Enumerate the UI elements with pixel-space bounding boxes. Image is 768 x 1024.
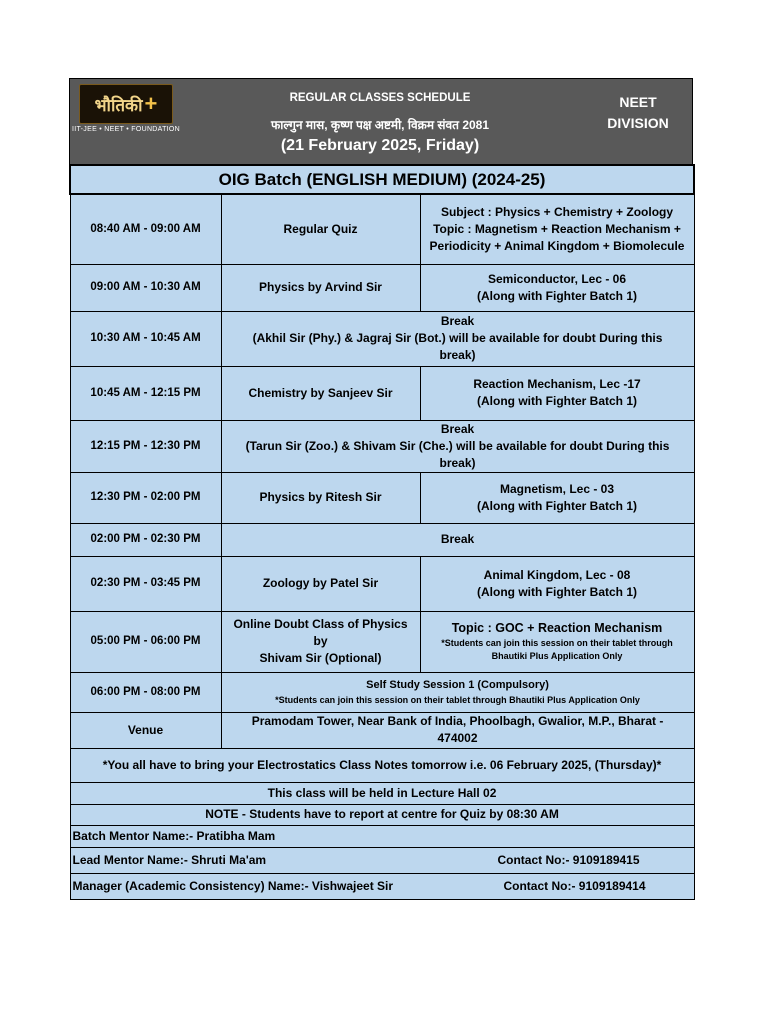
electrostatics-note: *You all have to bring your Electrostatics Class Notes tomorrow i.e. 06 February 2025, (Thursday)* [70,748,694,782]
time-cell: 06:00 PM - 08:00 PM [70,672,221,712]
lead-mentor-contact: Contact No:- 9109189415 [497,852,640,867]
staff-row [70,825,694,847]
venue-line: Pramodam Tower, Near Bank of India, Phoolbagh, Gwalior, M.P., Bharat - [251,714,664,728]
detail-line: Magnetism, Lec - 03 [499,481,615,496]
table-row [70,556,694,611]
activity-cell: Zoology by Patel Sir [221,556,420,611]
time-cell: 12:30 PM - 02:00 PM [70,472,221,523]
detail-cell [420,264,694,311]
detail-cell [420,556,694,611]
lecture-hall-note: This class will be held in Lecture Hall 02 [70,782,694,804]
break-cell [221,420,694,472]
batch-title: OIG Batch (ENGLISH MEDIUM) (2024-25) [70,165,694,194]
brand-logo [79,84,173,124]
lead-mentor-cell [70,847,694,873]
self-study-note: *Students can join this session on their tablet through Bhautiki Plus Application Only [275,695,640,705]
detail-line: Subject : Physics + Chemistry + Zoology [440,204,674,219]
manager-contact: Contact No:- 9109189414 [503,878,646,893]
detail-line: Animal Kingdom, Lec - 08 [483,567,631,582]
batch-title-row [70,165,694,194]
division-line-2: DIVISION [607,115,669,131]
activity-cell: Regular Quiz [221,194,420,264]
table-row [70,672,694,712]
hindi-calendar-line: फाल्गुन मास, कृष्ण पक्ष अष्टमी, विक्रम संवत 2081 [270,118,490,132]
break-cell [221,311,694,366]
activity-cell [221,611,420,672]
note-row [70,782,694,804]
detail-cell [420,472,694,523]
self-study-cell [221,672,694,712]
break-line: (Tarun Sir (Zoo.) & Shivam Sir (Che.) will be available for doubt During this [245,438,670,453]
table-row [70,311,694,366]
break-line: Break [440,314,475,328]
break-line: break) [439,348,476,362]
schedule-title: REGULAR CLASSES SCHEDULE [289,92,471,104]
note-row [70,804,694,825]
detail-cell [420,611,694,672]
table-row [70,264,694,311]
staff-row [70,873,694,899]
logo-tagline: IIT-JEE • NEET • FOUNDATION [72,126,181,133]
self-study-title: Self Study Session 1 (Compulsory) [366,679,549,691]
staff-row [70,847,694,873]
division-line-1: NEET [619,94,657,110]
detail-line: Periodicity + Animal Kingdom + Biomolecule [429,238,685,253]
time-cell: 09:00 AM - 10:30 AM [70,264,221,311]
detail-line: Topic : Magnetism + Reaction Mechanism + [433,221,681,236]
detail-note: Bhautiki Plus Application Only [491,651,623,661]
detail-line: (Along with Fighter Batch 1) [477,288,638,303]
detail-line: Semiconductor, Lec - 06 [487,271,627,286]
manager-cell [70,873,694,899]
detail-cell [420,366,694,420]
table-row [70,420,694,472]
time-cell: 12:15 PM - 12:30 PM [70,420,221,472]
time-cell: 08:40 AM - 09:00 AM [70,194,221,264]
break-cell: Break [221,523,694,556]
detail-cell [420,194,694,264]
activity-cell: Chemistry by Sanjeev Sir [221,366,420,420]
detail-line: (Along with Fighter Batch 1) [477,584,638,599]
schedule-date: (21 February 2025, Friday) [280,137,480,154]
activity-line: Online Doubt Class of Physics by [233,617,408,648]
break-line: break) [439,455,476,470]
activity-cell: Physics by Arvind Sir [221,264,420,311]
schedule-table [69,164,695,900]
detail-line: Topic : GOC + Reaction Mechanism [451,621,663,635]
detail-line: Reaction Mechanism, Lec -17 [473,377,641,391]
venue-line: 474002 [437,731,478,745]
batch-mentor: Batch Mentor Name:- Pratibha Mam [70,825,694,847]
schedule-header [69,78,693,164]
activity-line: Shivam Sir (Optional) [259,651,382,665]
venue-row [70,712,694,748]
schedule-sheet [69,78,693,900]
detail-line: (Along with Fighter Batch 1) [477,394,638,408]
logo-text: भौतिकी [94,95,143,116]
time-cell: 02:30 PM - 03:45 PM [70,556,221,611]
lead-mentor: Lead Mentor Name:- Shruti Ma'am [72,852,267,867]
table-row [70,611,694,672]
activity-cell: Physics by Ritesh Sir [221,472,420,523]
time-cell: 02:00 PM - 02:30 PM [70,523,221,556]
time-cell: 05:00 PM - 06:00 PM [70,611,221,672]
venue-address [221,712,694,748]
table-row [70,523,694,556]
report-time-note: NOTE - Students have to report at centre for Quiz by 08:30 AM [70,804,694,825]
break-line: (Akhil Sir (Phy.) & Jagraj Sir (Bot.) will be available for doubt During this [252,331,663,345]
break-line: Break [440,421,475,436]
detail-note: *Students can join this session on their tablet through [441,638,673,648]
detail-line: (Along with Fighter Batch 1) [477,498,638,513]
table-row [70,366,694,420]
table-row [70,194,694,264]
time-cell: 10:30 AM - 10:45 AM [70,311,221,366]
time-cell: 10:45 AM - 12:15 PM [70,366,221,420]
table-row [70,472,694,523]
division-label [598,92,678,134]
logo-plus-icon: + [144,91,158,116]
venue-label: Venue [70,712,221,748]
manager: Manager (Academic Consistency) Name:- Vishwajeet Sir [72,878,394,893]
note-row [70,748,694,782]
